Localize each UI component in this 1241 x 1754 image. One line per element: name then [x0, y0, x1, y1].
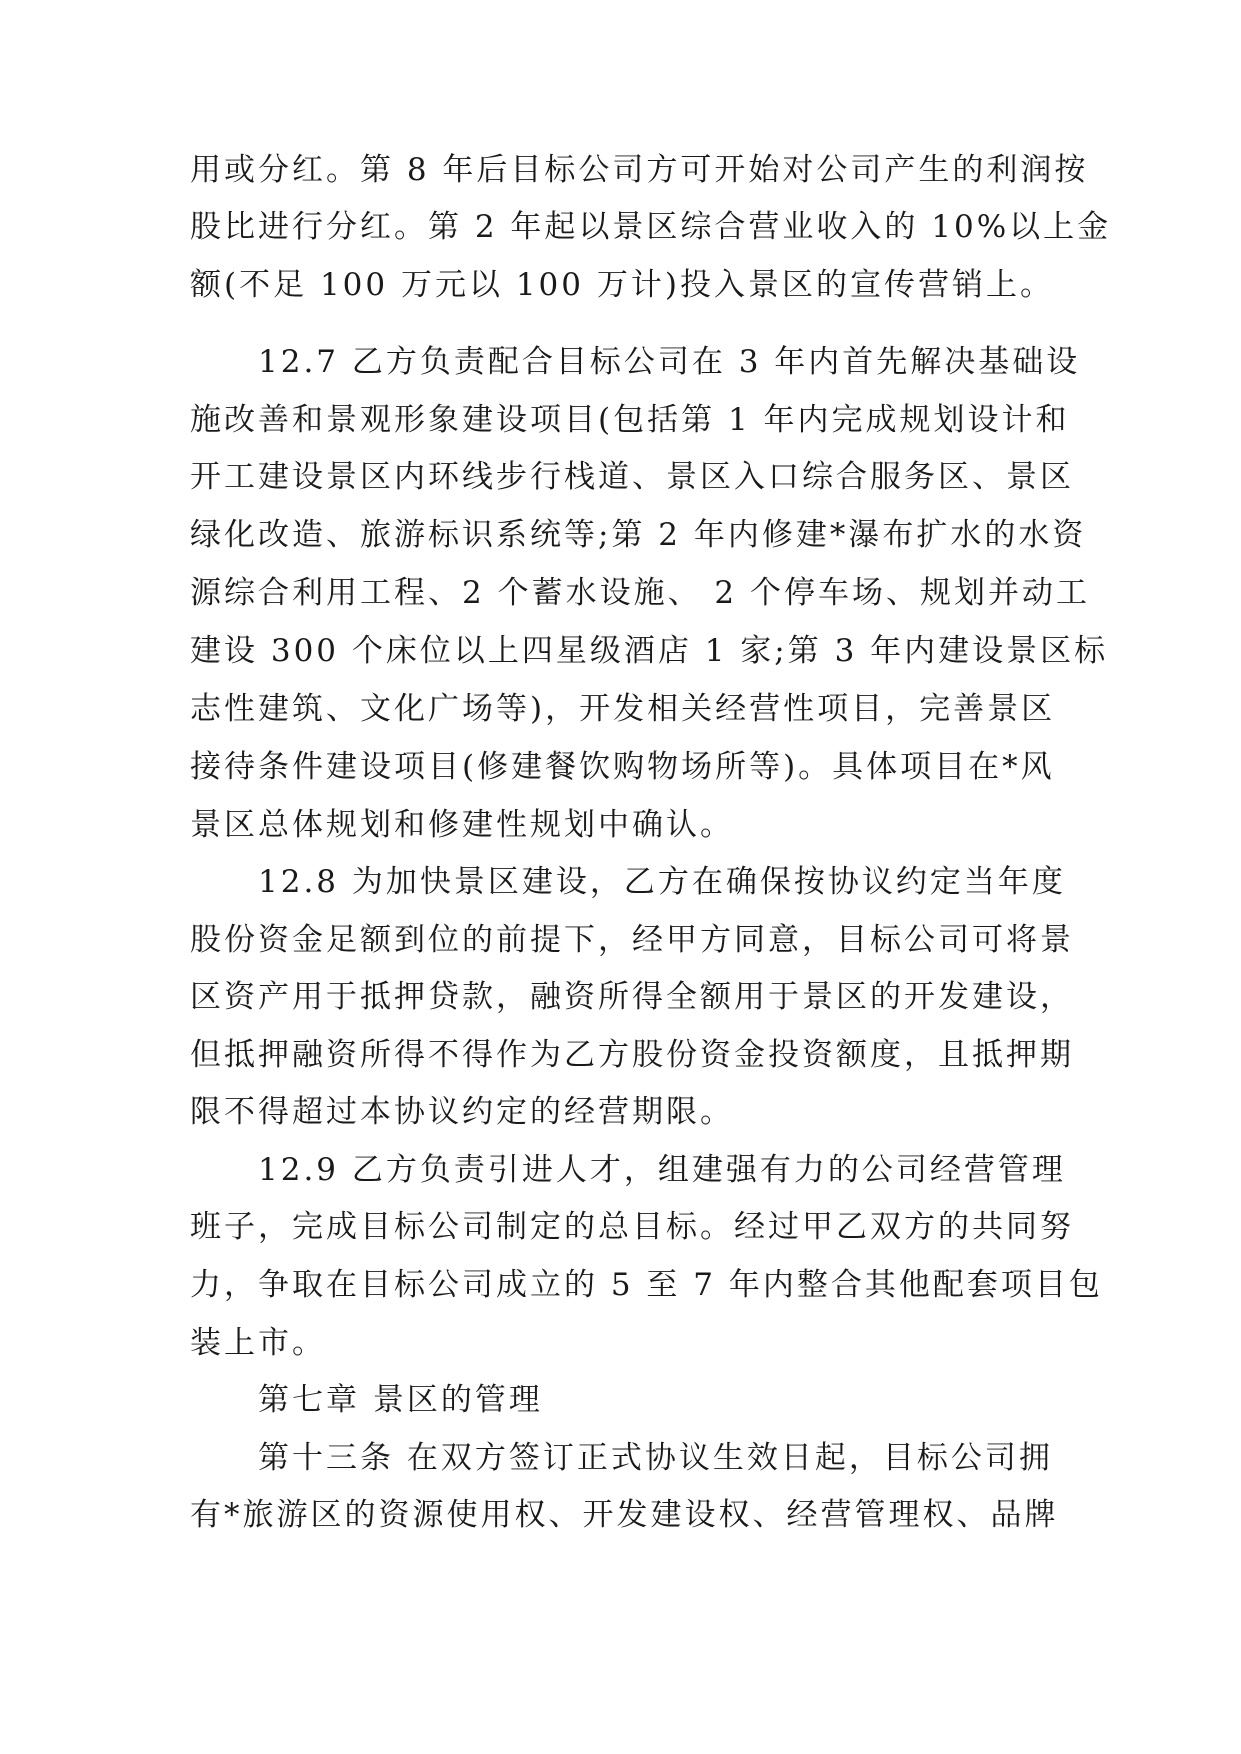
text-line: 景区总体规划和修建性规划中确认。 — [190, 807, 734, 843]
text-line: 志性建筑、文化广场等)，开发相关经营性项目，完善景区 — [190, 691, 1056, 727]
article-13-start: 第十三条 在双方签订正式协议生效日起，目标公司拥 — [258, 1440, 1053, 1476]
text-line: 用或分红。第 8 年后目标公司方可开始对公司产生的利润按 — [190, 152, 1089, 188]
paragraph-12-8-start: 12.8 为加快景区建设，乙方在确保按协议约定当年度 — [258, 864, 1066, 900]
text-line: 区资产用于抵押贷款，融资所得全额用于景区的开发建设， — [190, 979, 1074, 1015]
paragraph-12-9-start: 12.9 乙方负责引进人才，组建强有力的公司经营管理 — [258, 1152, 1066, 1188]
text-line: 绿化改造、旅游标识系统等;第 2 年内修建*瀑布扩水的水资 — [190, 517, 1087, 553]
text-line: 力，争取在目标公司成立的 5 至 7 年内整合其他配套项目包 — [190, 1267, 1103, 1303]
text-line: 建设 300 个床位以上四星级酒店 1 家;第 3 年内建设景区标 — [190, 633, 1109, 669]
text-line: 源综合利用工程、2 个蓄水设施、 2 个停车场、规划并动工 — [190, 575, 1091, 611]
text-line: 有*旅游区的资源使用权、开发建设权、经营管理权、品牌 — [190, 1497, 1059, 1533]
text-line: 装上市。 — [190, 1325, 326, 1361]
text-line: 施改善和景观形象建设项目(包括第 1 年内完成规划设计和 — [190, 402, 1070, 438]
text-line: 股份资金足额到位的前提下，经甲方同意，目标公司可将景 — [190, 922, 1074, 958]
paragraph-12-7-start: 12.7 乙方负责配合目标公司在 3 年内首先解决基础设 — [258, 344, 1081, 380]
text-line: 接待条件建设项目(修建餐饮购物场所等)。具体项目在*风 — [190, 749, 1055, 785]
text-line: 额(不足 100 万元以 100 万计)投入景区的宣传营销上。 — [190, 267, 1054, 303]
text-line: 班子，完成目标公司制定的总目标。经过甲乙双方的共同努 — [190, 1209, 1074, 1245]
text-line: 股比进行分红。第 2 年起以景区综合营业收入的 10%以上金 — [190, 209, 1112, 245]
text-line: 开工建设景区内环线步行栈道、景区入口综合服务区、景区 — [190, 459, 1074, 495]
chapter-heading: 第七章 景区的管理 — [258, 1382, 543, 1418]
text-line: 限不得超过本协议约定的经营期限。 — [190, 1094, 734, 1130]
text-line: 但抵押融资所得不得作为乙方股份资金投资额度，且抵押期 — [190, 1037, 1074, 1073]
